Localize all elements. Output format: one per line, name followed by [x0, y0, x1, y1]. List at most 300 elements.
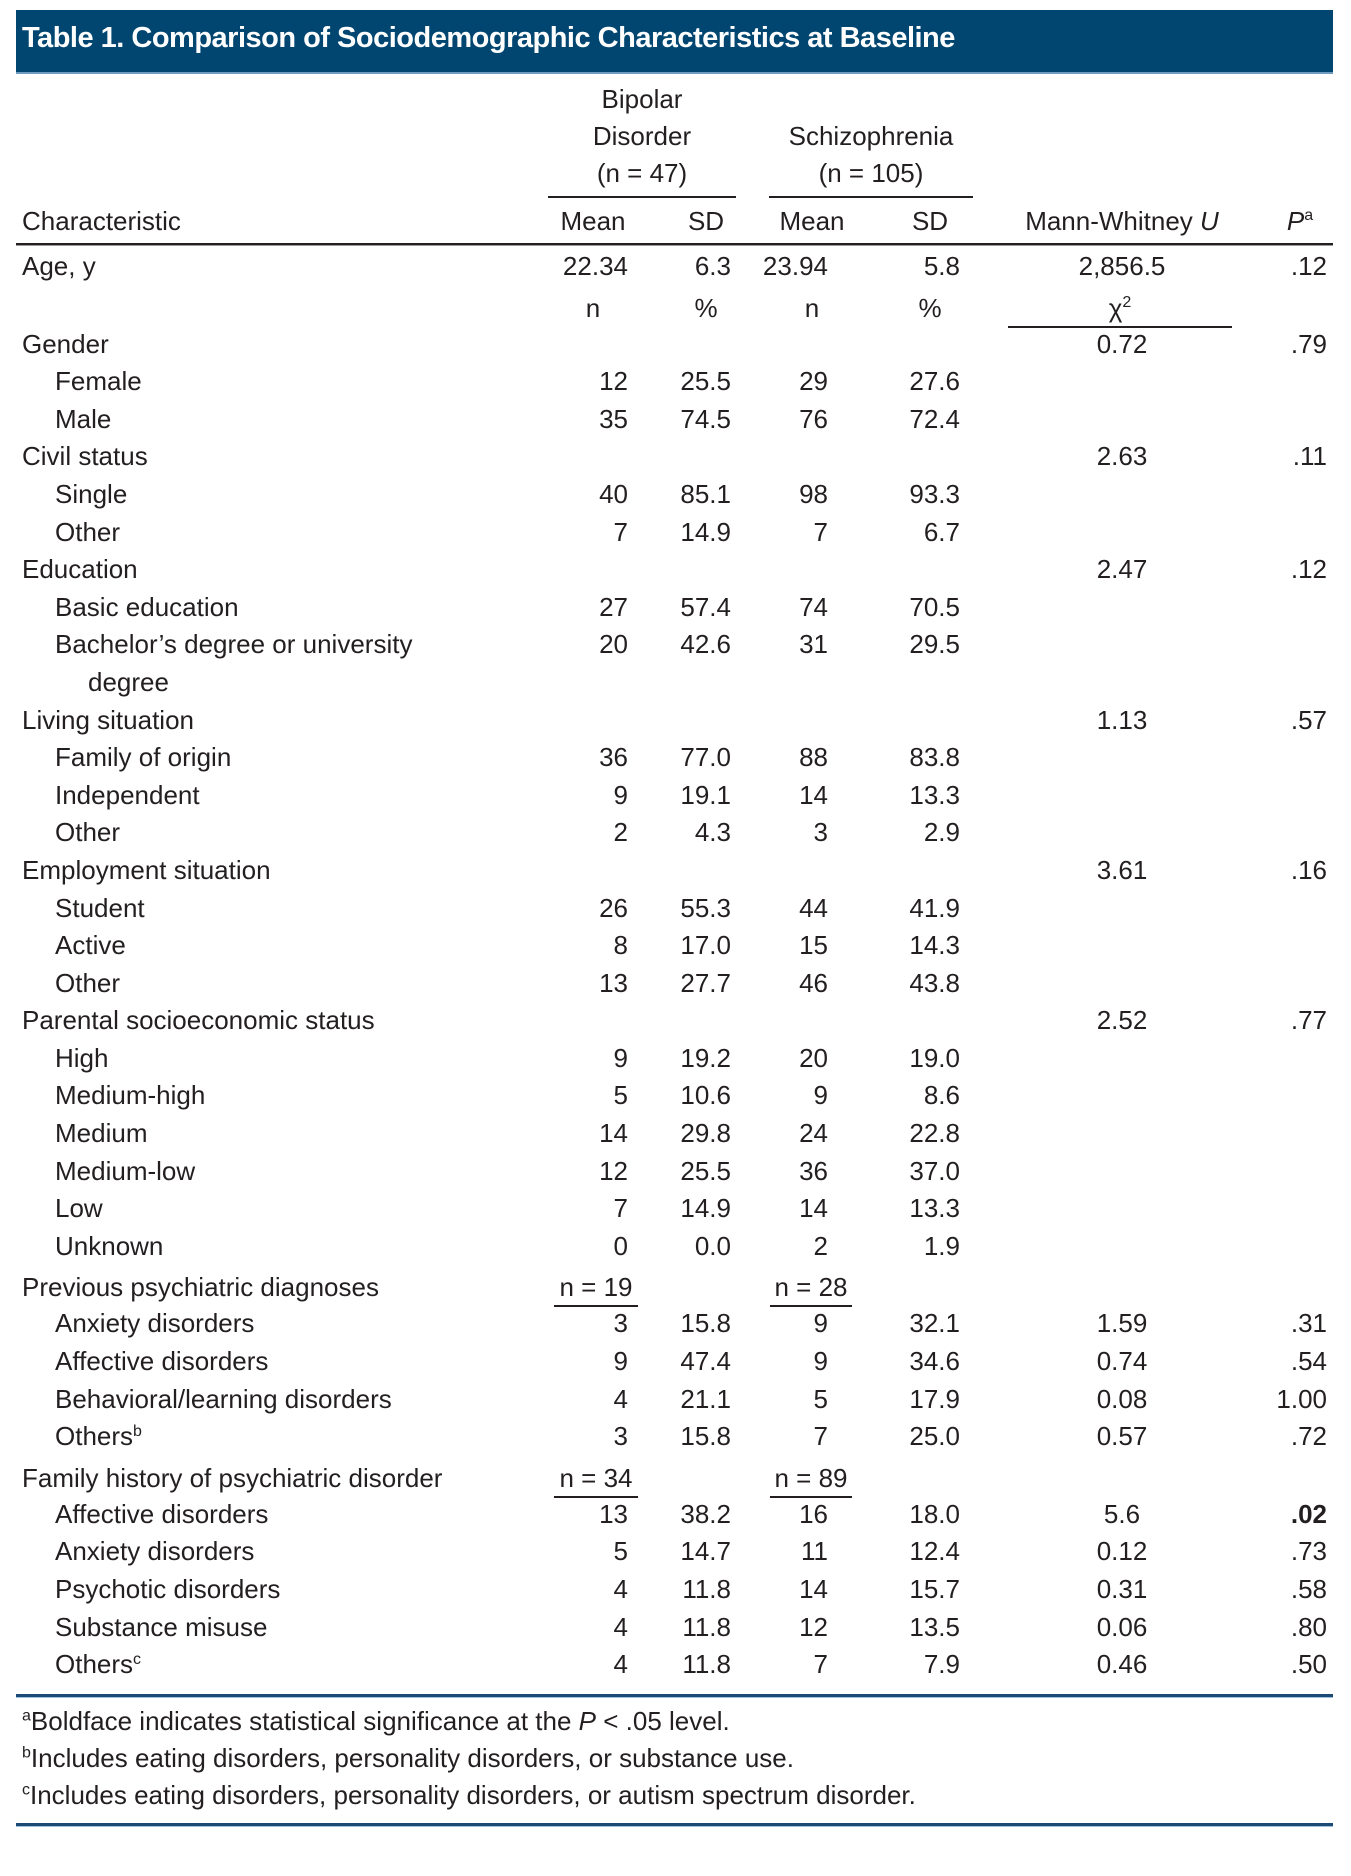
cell-p-value: .58	[1290, 1574, 1327, 1604]
row-label	[55, 1080, 205, 1110]
table-row	[0, 1002, 1351, 1040]
cell-bipolar-pct: 4.3	[694, 817, 731, 848]
table-body	[0, 248, 1351, 1684]
cell-bipolar-pct: 38.2	[680, 1498, 731, 1529]
row-label	[55, 1118, 147, 1148]
cell-schizophrenia-pct: 72.4	[909, 403, 960, 434]
table-row-age	[0, 248, 1351, 286]
row-label	[55, 1421, 142, 1451]
cell-bipolar-n: 4	[613, 1611, 628, 1642]
row-label-text: Previous psychiatric diagnoses	[22, 1272, 379, 1303]
row-label	[22, 554, 138, 584]
table-row	[0, 1077, 1351, 1115]
row-label	[55, 1574, 280, 1604]
row-label-text: degree	[88, 666, 169, 697]
cell-schizophrenia-sd: 5.8	[923, 251, 960, 281]
cell-test-statistic: 0.57	[1096, 1421, 1148, 1452]
header-mean-schizophrenia: Mean	[779, 206, 845, 236]
cell-bipolar-n: 4	[613, 1649, 628, 1680]
cell-schizophrenia-n: 15	[799, 930, 828, 961]
cell-bipolar-n: 4	[613, 1383, 628, 1414]
row-label	[55, 780, 200, 810]
cell-schizophrenia-n: 7	[813, 1421, 828, 1452]
cell-schizophrenia-pct: 70.5	[909, 591, 960, 622]
row-label-text: Behavioral/learning disorders	[55, 1383, 392, 1414]
cell-bipolar-n: 14	[599, 1118, 628, 1149]
row-label	[55, 1308, 254, 1338]
cell-bipolar-mean: 22.34	[562, 251, 628, 281]
chi-symbol: χ	[1108, 292, 1123, 323]
subgroup-n-schizophrenia: n = 89	[774, 1462, 848, 1493]
table-row	[0, 363, 1351, 401]
cell-bipolar-n: 0	[613, 1230, 628, 1261]
row-label	[22, 329, 109, 359]
cell-test-statistic: 0.46	[1096, 1649, 1148, 1680]
subgroup-n-bipolar: n = 34	[559, 1462, 633, 1493]
table-row	[0, 927, 1351, 965]
header-n-schizophrenia: n	[804, 292, 820, 323]
cell-bipolar-pct: 55.3	[680, 892, 731, 923]
row-label-text: Single	[55, 478, 128, 509]
cell-p-value: .77	[1290, 1005, 1327, 1036]
row-label	[55, 817, 120, 847]
row-label	[55, 592, 239, 622]
cell-schizophrenia-mean: 23.94	[762, 251, 828, 281]
row-label-text: Living situation	[22, 704, 194, 735]
table-row	[0, 664, 1351, 702]
table-row	[0, 1228, 1351, 1266]
cell-bipolar-n: 3	[613, 1308, 628, 1339]
subgroup-n-schizophrenia: n = 28	[774, 1272, 848, 1303]
subgroup-n-bipolar: n = 19	[559, 1272, 633, 1303]
cell-bipolar-n: 9	[613, 1346, 628, 1377]
row-label	[55, 1193, 103, 1223]
row-label-text: Family history of psychiatric disorder	[22, 1462, 443, 1493]
table-row	[0, 1609, 1351, 1647]
row-label-text: Substance misuse	[55, 1611, 268, 1642]
cell-bipolar-n: 5	[613, 1536, 628, 1567]
cell-schizophrenia-n: 16	[799, 1498, 828, 1529]
cell-bipolar-pct: 25.5	[680, 1155, 731, 1186]
footer-rule-bottom	[16, 1823, 1333, 1827]
cell-schizophrenia-n: 9	[813, 1308, 828, 1339]
row-label	[55, 968, 120, 998]
cell-schizophrenia-n: 5	[813, 1383, 828, 1414]
footnote-text-end: < .05 level.	[596, 1706, 730, 1736]
row-label	[88, 667, 169, 697]
cell-schizophrenia-n: 14	[799, 1574, 828, 1604]
cell-schizophrenia-pct: 37.0	[909, 1155, 960, 1186]
cell-bipolar-pct: 14.9	[680, 516, 731, 547]
cell-bipolar-pct: 57.4	[680, 591, 731, 622]
cell-bipolar-n: 36	[599, 742, 628, 773]
header-mann-whitney	[1002, 206, 1242, 236]
row-label	[22, 1463, 442, 1493]
row-label	[22, 441, 148, 471]
cell-schizophrenia-n: 88	[799, 742, 828, 773]
row-label	[22, 1272, 379, 1302]
cell-schizophrenia-pct: 25.0	[909, 1421, 960, 1452]
table-row	[0, 1418, 1351, 1456]
table-row	[0, 1533, 1351, 1571]
group-bipolar-rule	[548, 196, 736, 198]
row-label	[55, 366, 142, 396]
cell-p-value: 1.00	[1276, 1383, 1327, 1414]
cell-p-value: .12	[1290, 251, 1327, 281]
row-label-text: Parental socioeconomic status	[22, 1005, 375, 1036]
cell-p-value: .73	[1290, 1536, 1327, 1567]
footnote-text: Includes eating disorders, personality disorders, or autism spectrum disorder.	[30, 1780, 916, 1810]
cell-test-statistic: 0.31	[1096, 1574, 1148, 1604]
header-pct-schizophrenia: %	[918, 292, 942, 323]
row-label-text: Student	[55, 892, 145, 923]
cell-schizophrenia-pct: 83.8	[909, 742, 960, 773]
cell-bipolar-pct: 10.6	[680, 1080, 731, 1111]
row-label-text: Female	[55, 366, 142, 397]
footnote-marker: b	[133, 1422, 142, 1440]
row-label	[55, 517, 120, 547]
group-schizophrenia-rule	[769, 196, 973, 198]
footnote-marker: c	[133, 1650, 142, 1668]
cell-schizophrenia-pct: 19.0	[909, 1042, 960, 1073]
header-p-letter: P	[1286, 206, 1305, 236]
cell-bipolar-pct: 19.1	[680, 779, 731, 810]
table-row	[0, 401, 1351, 439]
cell-schizophrenia-n: 11	[801, 1536, 828, 1567]
cell-bipolar-pct: 11.8	[682, 1574, 731, 1604]
cell-schizophrenia-n: 31	[799, 629, 828, 660]
cell-p-value: .31	[1290, 1308, 1327, 1339]
cell-schizophrenia-pct: 93.3	[909, 478, 960, 509]
row-label	[55, 404, 111, 434]
row-label-text: Active	[55, 930, 126, 961]
table-row	[0, 1190, 1351, 1228]
cell-schizophrenia-pct: 7.9	[923, 1649, 960, 1680]
footnote-text: Boldface indicates statistical significance at the	[30, 1706, 579, 1736]
footnote	[22, 1780, 916, 1810]
cell-bipolar-n: 35	[599, 403, 628, 434]
cell-bipolar-pct: 42.6	[680, 629, 731, 660]
cell-test-statistic: 2.47	[1096, 554, 1148, 585]
row-label	[55, 1156, 195, 1186]
cell-schizophrenia-pct: 12.4	[909, 1536, 960, 1567]
row-label-text: Other	[55, 817, 121, 848]
table-row	[0, 814, 1351, 852]
table-title: Table 1. Comparison of Sociodemographic Characteristics at Baseline	[22, 22, 955, 54]
cell-test-statistic: 2.63	[1096, 441, 1148, 472]
cell-bipolar-n: 20	[599, 629, 628, 660]
cell-test-statistic: 2,856.5	[1078, 251, 1166, 281]
table-row	[0, 1305, 1351, 1343]
row-label-text: Other	[55, 516, 121, 547]
cell-schizophrenia-pct: 34.6	[909, 1346, 960, 1377]
footnote	[22, 1743, 794, 1773]
footer-rule-top	[16, 1694, 1333, 1698]
row-label-text: Bachelor’s degree or university	[55, 629, 413, 660]
table-row	[0, 1571, 1351, 1609]
row-label	[55, 1612, 267, 1642]
cell-bipolar-n: 7	[613, 1193, 628, 1224]
row-label	[55, 1649, 141, 1679]
table-row	[0, 326, 1351, 364]
cell-p-value: .50	[1290, 1649, 1327, 1680]
header-p	[1260, 206, 1340, 236]
table-row	[0, 626, 1351, 664]
row-label	[55, 1231, 163, 1261]
footnote-marker: c	[22, 1781, 30, 1799]
table-row	[0, 551, 1351, 589]
cell-bipolar-pct: 15.8	[680, 1421, 731, 1452]
cell-test-statistic: 0.72	[1096, 328, 1148, 359]
cell-bipolar-pct: 77.0	[680, 742, 731, 773]
header-test-label: Mann-Whitney	[1025, 206, 1201, 236]
header-n-bipolar: n	[585, 292, 601, 323]
cell-schizophrenia-n: 98	[799, 478, 828, 509]
table-row	[0, 739, 1351, 777]
header-characteristic: Characteristic	[22, 206, 181, 236]
row-label-text: Basic education	[55, 591, 239, 622]
row-label	[55, 742, 231, 772]
table-row	[0, 890, 1351, 928]
row-label-text: Employment situation	[22, 854, 271, 885]
cell-schizophrenia-n: 2	[813, 1230, 828, 1261]
table-title-bar	[16, 10, 1333, 74]
cell-bipolar-n: 40	[599, 478, 628, 509]
group-bipolar-n: (n = 47)	[596, 158, 688, 188]
cell-bipolar-n: 27	[599, 591, 628, 622]
row-label-text: Psychotic disorders	[55, 1574, 281, 1604]
cell-bipolar-pct: 25.5	[680, 366, 731, 397]
cell-schizophrenia-pct: 2.9	[923, 817, 960, 848]
cell-p-value: .16	[1290, 854, 1327, 885]
cell-bipolar-pct: 14.7	[680, 1536, 731, 1567]
table-row	[0, 852, 1351, 890]
cell-schizophrenia-n: 14	[799, 1193, 828, 1224]
cell-bipolar-n: 4	[613, 1574, 628, 1604]
header-p-sup: a	[1304, 207, 1314, 225]
cell-bipolar-n: 3	[613, 1421, 628, 1452]
table-row	[0, 1153, 1351, 1191]
row-label	[55, 629, 412, 659]
subheader-row-n-percent	[0, 290, 1351, 326]
cell-test-statistic: 1.59	[1096, 1308, 1148, 1339]
cell-bipolar-sd: 6.3	[694, 251, 731, 281]
row-label-text: Family of origin	[55, 742, 232, 773]
cell-schizophrenia-n: 9	[813, 1346, 828, 1377]
cell-schizophrenia-n: 20	[799, 1042, 828, 1073]
cell-bipolar-n: 9	[613, 779, 628, 810]
cell-schizophrenia-n: 7	[813, 1649, 828, 1680]
cell-schizophrenia-n: 14	[799, 779, 828, 810]
cell-bipolar-n: 2	[613, 817, 628, 848]
cell-schizophrenia-n: 24	[799, 1118, 828, 1149]
row-label	[55, 1499, 268, 1529]
cell-schizophrenia-n: 46	[799, 967, 828, 998]
row-label-text: Others	[55, 1649, 134, 1680]
cell-bipolar-pct: 29.8	[680, 1118, 731, 1149]
table-row	[0, 1040, 1351, 1078]
cell-bipolar-n: 12	[599, 366, 628, 397]
cell-schizophrenia-pct: 13.3	[909, 779, 960, 810]
cell-test-statistic: 0.06	[1096, 1611, 1148, 1642]
cell-bipolar-n: 13	[599, 1498, 628, 1529]
header-sd-schizophrenia: SD	[911, 206, 949, 236]
cell-schizophrenia-pct: 41.9	[909, 892, 960, 923]
cell-p-value: .80	[1290, 1611, 1327, 1642]
cell-schizophrenia-n: 76	[799, 403, 828, 434]
row-label-text: Low	[55, 1193, 103, 1224]
table-row	[0, 777, 1351, 815]
footnote	[22, 1706, 730, 1736]
row-label	[22, 855, 271, 885]
cell-schizophrenia-pct: 17.9	[909, 1383, 960, 1414]
cell-test-statistic: 5.6	[1103, 1498, 1141, 1529]
table-row	[0, 702, 1351, 740]
cell-bipolar-pct: 0.0	[694, 1230, 731, 1261]
cell-schizophrenia-pct: 13.5	[909, 1611, 960, 1642]
row-label-text: Medium	[55, 1118, 148, 1149]
row-label-text: Education	[22, 554, 138, 585]
cell-test-statistic: 0.08	[1096, 1383, 1148, 1414]
cell-p-value: .57	[1290, 704, 1327, 735]
cell-p-value: .11	[1292, 441, 1327, 472]
cell-bipolar-pct: 74.5	[680, 403, 731, 434]
cell-schizophrenia-n: 74	[799, 591, 828, 622]
row-label-text: Affective disorders	[55, 1346, 269, 1377]
row-label-text: Civil status	[22, 441, 148, 472]
row-label	[55, 1043, 108, 1073]
cell-bipolar-n: 12	[599, 1155, 628, 1186]
header-chi-square	[1008, 293, 1232, 323]
cell-schizophrenia-pct: 29.5	[909, 629, 960, 660]
group-bipolar-line2: Disorder	[592, 121, 692, 151]
cell-bipolar-pct: 19.2	[680, 1042, 731, 1073]
cell-bipolar-pct: 11.8	[682, 1611, 731, 1642]
cell-schizophrenia-n: 7	[813, 516, 828, 547]
table-row	[0, 1646, 1351, 1684]
row-label	[55, 1346, 268, 1376]
header-rule	[16, 243, 1333, 246]
cell-schizophrenia-n: 3	[813, 817, 828, 848]
row-label-text: Medium-high	[55, 1080, 206, 1111]
table-row	[0, 965, 1351, 1003]
cell-schizophrenia-pct: 15.7	[909, 1574, 960, 1604]
table-row	[0, 589, 1351, 627]
cell-p-value: .79	[1290, 328, 1327, 359]
row-label-text: Independent	[55, 779, 200, 810]
table-row	[0, 1343, 1351, 1381]
cell-bipolar-pct: 21.1	[680, 1383, 731, 1414]
header-pct-bipolar: %	[694, 292, 718, 323]
table-row	[0, 1496, 1351, 1534]
group-bipolar-line1: Bipolar	[601, 84, 683, 114]
row-label-text: Unknown	[55, 1230, 164, 1261]
row-label-text: Affective disorders	[55, 1498, 269, 1529]
header-mean-bipolar: Mean	[560, 206, 626, 236]
cell-schizophrenia-n: 9	[813, 1080, 828, 1111]
row-label-text: Anxiety disorders	[55, 1536, 255, 1567]
cell-p-value: .72	[1290, 1421, 1327, 1452]
cell-bipolar-n: 26	[599, 892, 628, 923]
cell-bipolar-pct: 15.8	[680, 1308, 731, 1339]
cell-bipolar-n: 13	[599, 967, 628, 998]
cell-schizophrenia-pct: 1.9	[923, 1230, 960, 1261]
cell-test-statistic: 0.12	[1096, 1536, 1148, 1567]
cell-bipolar-pct: 27.7	[680, 967, 731, 998]
table-row	[0, 476, 1351, 514]
cell-schizophrenia-n: 29	[799, 366, 828, 397]
row-label-text: Other	[55, 967, 121, 998]
row-label-text: Gender	[22, 328, 109, 359]
cell-bipolar-pct: 11.8	[682, 1649, 731, 1680]
row-label	[55, 1384, 392, 1414]
cell-schizophrenia-pct: 18.0	[909, 1498, 960, 1529]
row-label	[22, 705, 194, 735]
cell-schizophrenia-pct: 13.3	[909, 1193, 960, 1224]
cell-schizophrenia-pct: 22.8	[909, 1118, 960, 1149]
cell-schizophrenia-n: 36	[799, 1155, 828, 1186]
cell-p-value: .12	[1290, 554, 1327, 585]
table-row	[0, 1381, 1351, 1419]
cell-test-statistic: 3.61	[1096, 854, 1148, 885]
footnote-marker: a	[22, 1707, 31, 1725]
cell-bipolar-pct: 47.4	[680, 1346, 731, 1377]
row-label: Age, y	[22, 251, 96, 281]
table-row	[0, 1115, 1351, 1153]
footnote-marker: b	[22, 1744, 31, 1762]
cell-bipolar-pct: 14.9	[680, 1193, 731, 1224]
footnote-italic: P	[578, 1706, 596, 1736]
cell-schizophrenia-pct: 14.3	[909, 930, 960, 961]
cell-schizophrenia-pct: 6.7	[923, 516, 960, 547]
table-rows	[0, 326, 1351, 1684]
row-label-text: Others	[55, 1421, 134, 1452]
cell-bipolar-pct: 17.0	[680, 930, 731, 961]
cell-bipolar-pct: 85.1	[680, 478, 731, 509]
cell-schizophrenia-n: 12	[799, 1611, 828, 1642]
cell-test-statistic: 0.74	[1096, 1346, 1148, 1377]
cell-schizophrenia-pct: 8.6	[923, 1080, 960, 1111]
row-label-text: High	[55, 1042, 109, 1073]
group-schizophrenia-line1: Schizophrenia	[788, 121, 954, 151]
header-test-u: U	[1200, 206, 1219, 236]
header-sd-bipolar: SD	[687, 206, 725, 236]
row-label-text: Medium-low	[55, 1155, 196, 1186]
cell-test-statistic: 1.13	[1096, 704, 1148, 735]
cell-schizophrenia-pct: 27.6	[909, 366, 960, 397]
chi-sup: 2	[1122, 293, 1132, 311]
row-label	[55, 930, 126, 960]
cell-bipolar-n: 7	[613, 516, 628, 547]
row-label	[55, 893, 145, 923]
cell-schizophrenia-n: 44	[799, 892, 828, 923]
row-label-text: Anxiety disorders	[55, 1308, 255, 1339]
cell-test-statistic: 2.52	[1096, 1005, 1148, 1036]
row-label	[55, 479, 127, 509]
row-label	[55, 1536, 254, 1566]
cell-bipolar-n: 5	[613, 1080, 628, 1111]
table-row	[0, 438, 1351, 476]
cell-schizophrenia-pct: 32.1	[909, 1308, 960, 1339]
group-schizophrenia-n: (n = 105)	[818, 158, 924, 188]
footnote-text: Includes eating disorders, personality disorders, or substance use.	[30, 1743, 794, 1773]
cell-p-value: .54	[1290, 1346, 1327, 1377]
cell-p-value: .02	[1290, 1498, 1327, 1529]
cell-bipolar-n: 9	[613, 1042, 628, 1073]
cell-schizophrenia-pct: 43.8	[909, 967, 960, 998]
row-label-text: Male	[55, 403, 112, 434]
cell-bipolar-n: 8	[613, 930, 628, 961]
